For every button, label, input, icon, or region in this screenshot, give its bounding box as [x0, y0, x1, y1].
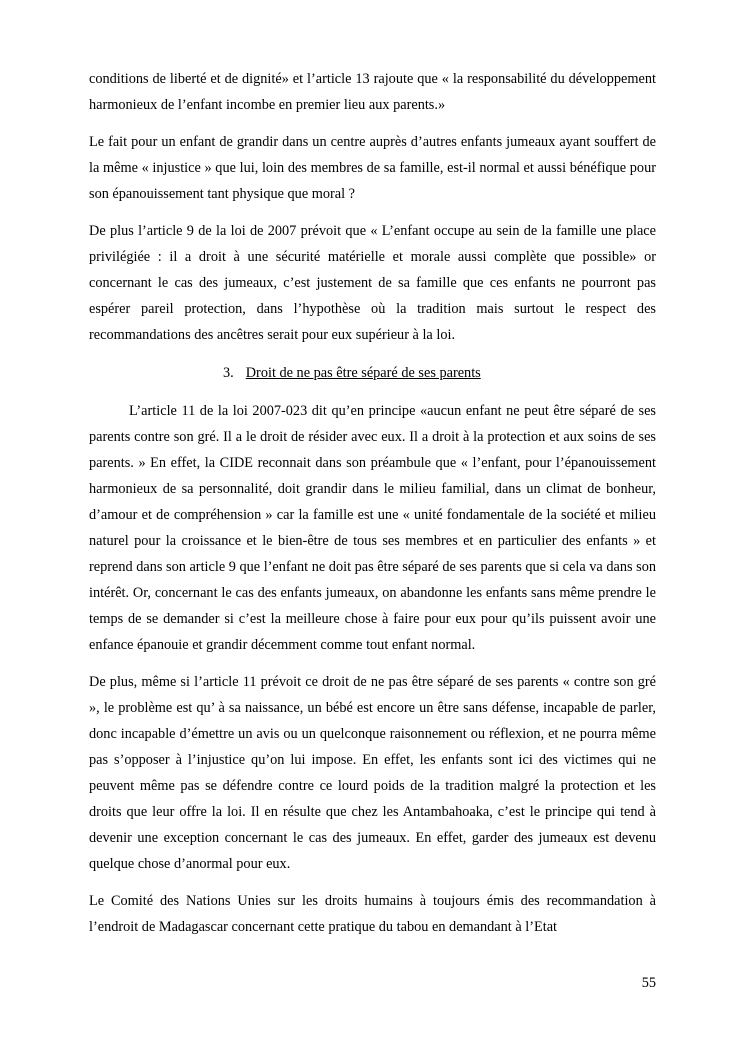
paragraph-2: Le fait pour un enfant de grandir dans un centre auprès d’autres enfants jumeaux ayant souffert de la même « injustice » que lui, loin des membres de sa famille, est-il normal et aussi bénéfique pour son épanouissement tant physique que moral ? [89, 134, 656, 202]
section-title: Droit de ne pas être séparé de ses parents [245, 365, 481, 381]
paragraph-4: L’article 11 de la loi 2007-023 dit qu’en principe «aucun enfant ne peut être séparé de ses parents contre son gré. Il a le droit de résider avec eux. Il a droit à la protection et aux soins de ses parents. » En effet, la CIDE reconnait dans son préambule que « l’enfant, pour l’épanouissement harmonieux de sa personnalité, doit grandir dans le milieu familial, dans un climat de bonheur, d’amour et de compréhension » car la famille est une « unité fondamentale de la société et milieu naturel pour la croissance et le bien-être de tous ses membres et en particulier des enfants » et reprend dans son article 9 que l’enfant ne doit pas être séparé de ses parents que si cela va dans son intérêt. Or, concernant le cas des enfants jumeaux, on abandonne les enfants sans même prendre le temps de se demander si c’est la meilleure chose à faire pour eux pour qu’ils puissent avoir une enfance épanouie et grandir décemment comme tout enfant normal. [89, 403, 656, 653]
section-number: 3. [223, 365, 234, 381]
paragraph-3: De plus l’article 9 de la loi de 2007 prévoit que « L’enfant occupe au sein de la famille une place privilégiée : il a droit à une sécurité matérielle et morale aussi complète que possible» or concernant le cas des jumeaux, c’est justement de sa famille que ces enfants ne pourront pas espérer pareil protection, dans l’hypothèse où la tradition mais surtout le respect des recommandations des ancêtres serait pour eux supérieur à la loi. [89, 223, 656, 343]
document-page [89, 66, 656, 940]
paragraph-1: conditions de liberté et de dignité» et l’article 13 rajoute que « la responsabilité du développement harmonieux de l’enfant incombe en premier lieu aux parents.» [89, 71, 656, 113]
paragraph-5: De plus, même si l’article 11 prévoit ce droit de ne pas être séparé de ses parents « contre son gré », le problème est qu’ à sa naissance, un bébé est encore un être sans défense, incapable de parler, donc incapable d’émettre un avis ou un quelconque raisonnement ou réflexion, et ne pourra même pas s’opposer à l’injustice qu’on lui impose. En effet, les enfants sont ici des victimes qui ne peuvent même pas se défendre contre ce lourd poids de la tradition malgré la protection et les droits que leur offre la loi. Il en résulte que chez les Antambahoaka, c’est le principe qui tend à devenir une exception concernant le cas des jumeaux. En effet, garder des jumeaux est devenu quelque chose d’anormal pour eux. [89, 674, 656, 872]
page-number: 55 [641, 975, 656, 991]
section-heading [89, 360, 656, 386]
paragraph-6: Le Comité des Nations Unies sur les droits humains à toujours émis des recommandation à l’endroit de Madagascar concernant cette pratique du tabou en demandant à l’Etat [89, 893, 656, 935]
